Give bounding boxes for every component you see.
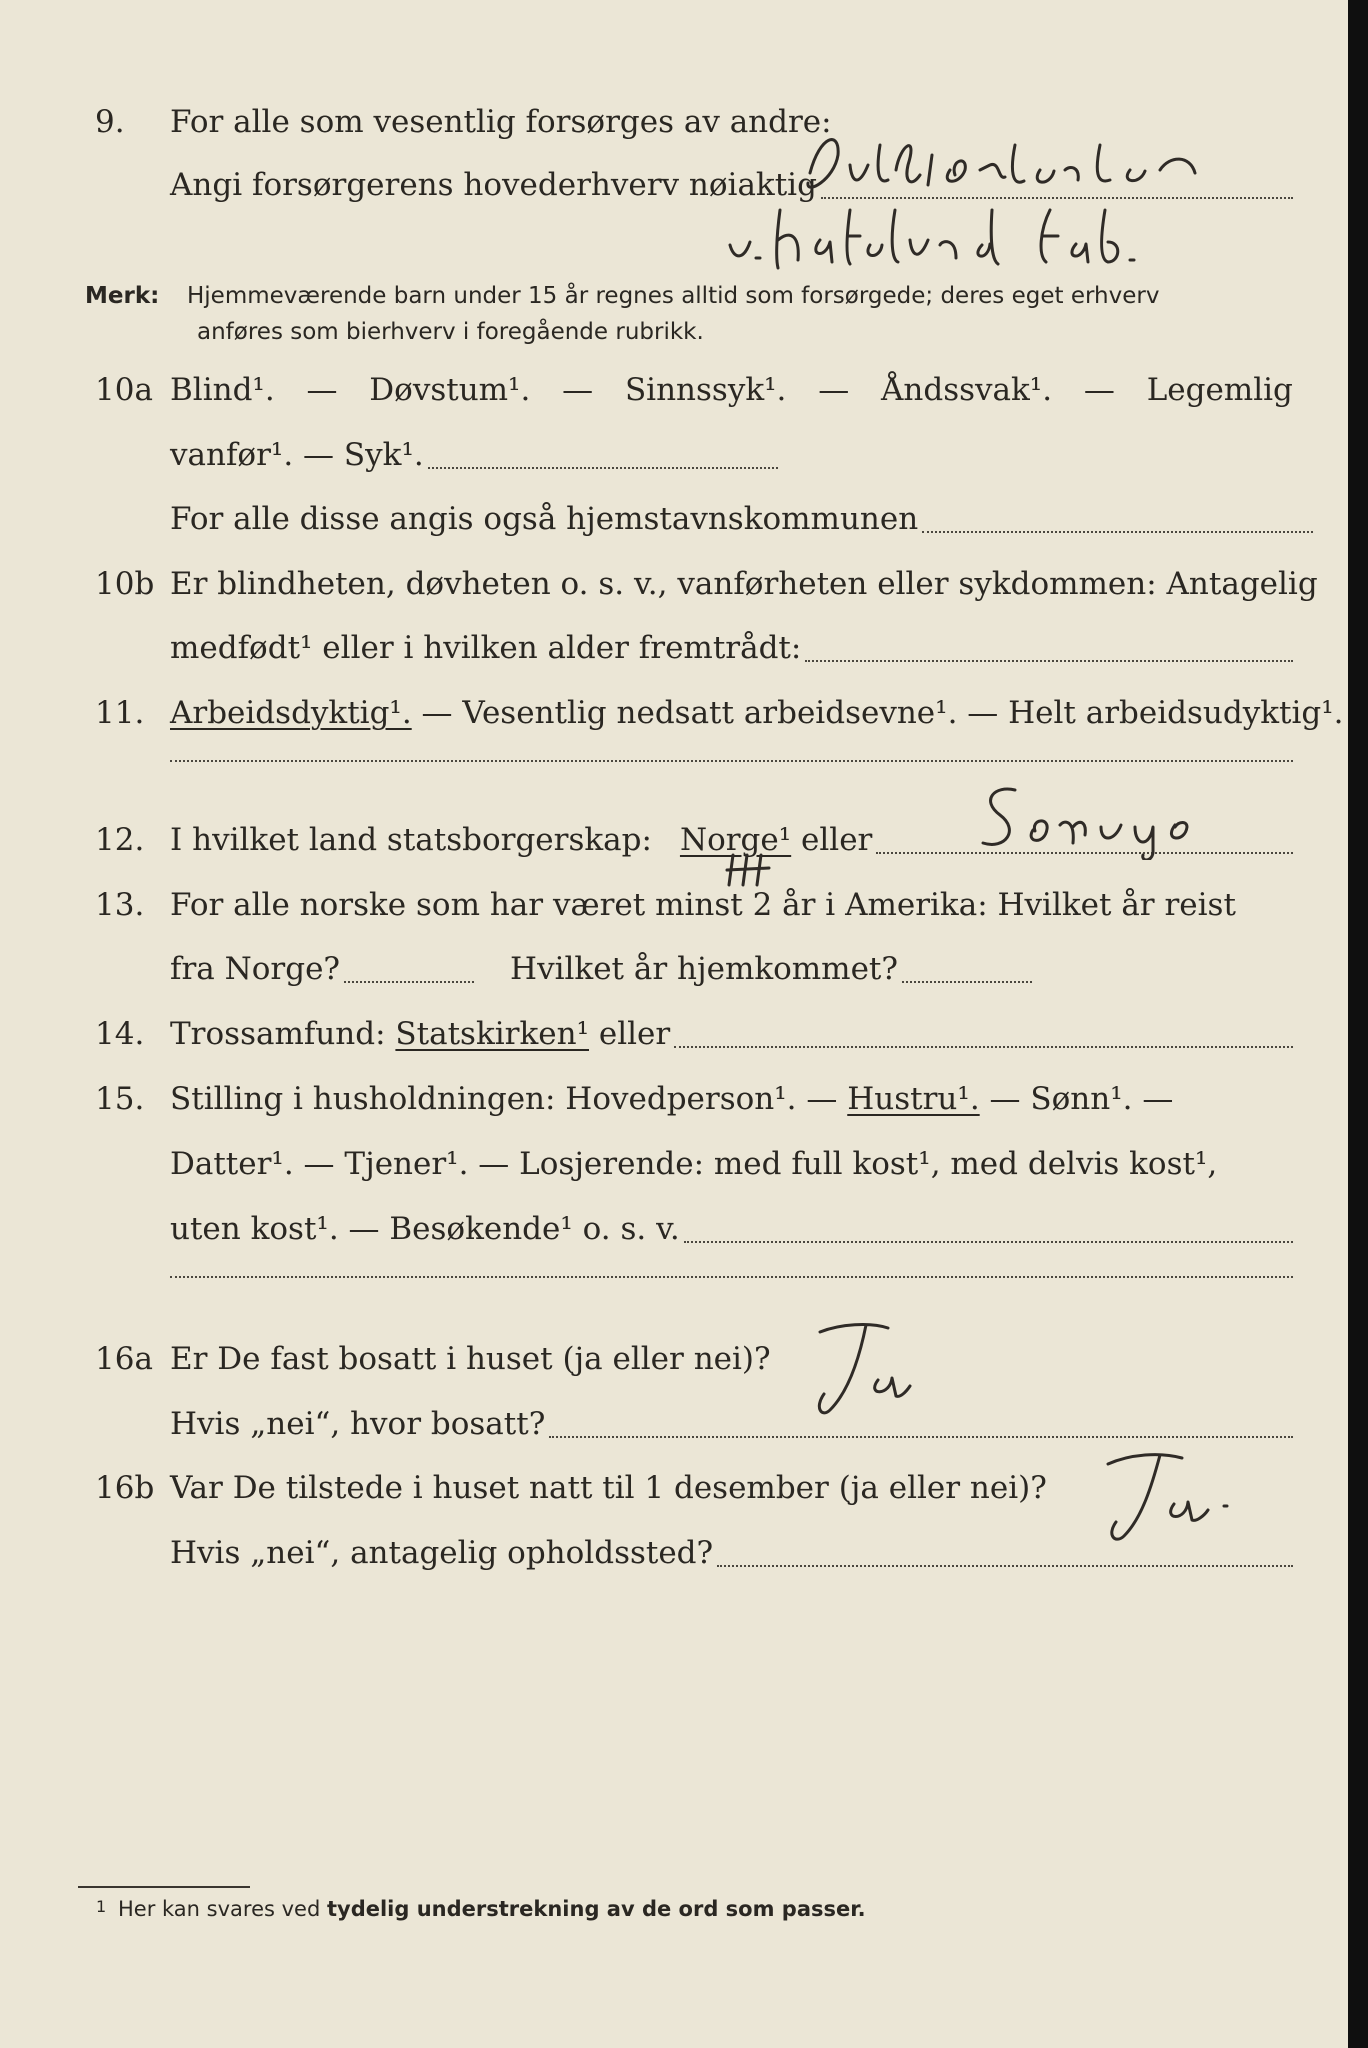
q15-number: 15. — [95, 1081, 145, 1117]
q15-extra-line[interactable] — [170, 1276, 1293, 1278]
q11-number: 11. — [95, 695, 145, 731]
scan-edge — [1348, 0, 1368, 2048]
q10a-hometown-line[interactable] — [922, 531, 1313, 533]
opt-blind[interactable]: Blind¹. — [170, 372, 275, 408]
q16a-where-label: Hvis „nei“, hvor bosatt? — [170, 1406, 546, 1442]
opt-statskirken[interactable]: Statskirken¹ — [395, 1016, 589, 1052]
q16a-number: 16a — [95, 1341, 153, 1377]
opt-norge[interactable]: Norge¹ — [679, 822, 792, 858]
q13-return-year-label: Hvilket år hjemkommet? — [510, 951, 899, 987]
q15-options-line-3[interactable]: uten kost¹. — Besøkende¹ o. s. v. — [170, 1211, 680, 1247]
q10b-label: medfødt¹ eller i hvilken alder fremtrådt: — [170, 630, 802, 666]
q10a-number: 10a — [95, 372, 153, 408]
q14-answer-line[interactable] — [674, 1046, 1293, 1048]
footnote — [96, 1897, 866, 1921]
opt-dovstum[interactable]: Døvstum¹. — [369, 372, 531, 408]
q10a-hometown-label: For alle disse angis også hjemstavnskommunen — [170, 501, 919, 537]
q10b-number: 10b — [95, 566, 155, 602]
opt-legemlig[interactable]: Legemlig — [1146, 372, 1293, 408]
q13-return-year-line[interactable] — [902, 981, 1032, 983]
q13-number: 13. — [95, 887, 145, 923]
opt-hustru[interactable]: Hustru¹. — [847, 1081, 980, 1117]
opt-sinnssyk[interactable]: Sinnssyk¹. — [624, 372, 787, 408]
q10b-answer-line[interactable] — [805, 660, 1293, 662]
q10a-answer-line[interactable] — [428, 467, 778, 469]
merk-line-1: Hjemmeværende barn under 15 år regnes alltid som forsørgede; deres eget erhverv — [187, 283, 1160, 309]
q12-answer-line[interactable] — [876, 852, 1293, 854]
q9-answer-line[interactable] — [821, 197, 1293, 199]
q10b-question: Er blindheten, døvheten o. s. v., vanførheten eller sykdommen: Antagelig — [170, 566, 1318, 602]
q16b-number: 16b — [95, 1470, 155, 1506]
q14-label: Trossamfund: — [170, 1016, 396, 1052]
q15-label-a[interactable]: Stilling i husholdningen: Hovedperson¹. — — [170, 1081, 848, 1117]
footnote-mark: 1 — [96, 1897, 107, 1916]
opt-arbeidsdyktig[interactable]: Arbeidsdyktig¹. — [170, 695, 412, 731]
q9-occupation-label: Angi forsørgerens hovederhverv nøiaktig — [170, 167, 817, 203]
q16b-location-line[interactable] — [717, 1565, 1293, 1567]
dash: — — [306, 372, 338, 408]
q9-number: 9. — [95, 104, 125, 140]
opt-vanfor-syk[interactable]: vanfør¹. — Syk¹. — [170, 437, 424, 473]
dash: — — [818, 372, 850, 408]
q12-label: I hvilket land statsborgerskap: — [170, 822, 652, 858]
dash: — — [1083, 372, 1115, 408]
footnote-rule — [78, 1886, 250, 1888]
q12-number: 12. — [95, 822, 145, 858]
footnote-text-a: Her kan svares ved — [118, 1897, 327, 1921]
q13-left-year-line[interactable] — [344, 981, 474, 983]
q9-handwritten-answer-2 — [720, 200, 1240, 275]
q16b-question: Var De tilstede i huset natt til 1 desember (ja eller nei)? — [170, 1470, 1047, 1506]
q9-question: For alle som vesentlig forsørges av andre: — [170, 104, 832, 140]
q13-left-year-label: fra Norge? — [170, 951, 341, 987]
q16a-question: Er De fast bosatt i huset (ja eller nei)? — [170, 1341, 771, 1377]
q13-question: For alle norske som har været minst 2 år i Amerika: Hvilket år reist — [170, 887, 1236, 923]
q11-other-options[interactable]: — Vesentlig nedsatt arbeidsevne¹. — Helt arbeidsudyktig¹. — [411, 695, 1344, 731]
merk-line-2: anføres som bierhverv i foregående rubrikk. — [197, 319, 704, 345]
footnote-text-b: tydelig understrekning av de ord som passer. — [326, 1897, 866, 1921]
q16a-where-line[interactable] — [549, 1436, 1293, 1438]
q11-answer-line[interactable] — [170, 760, 1293, 762]
q15-label-b[interactable]: — Sønn¹. — — [979, 1081, 1174, 1117]
merk-label: Merk: — [85, 283, 160, 309]
q16b-location-label: Hvis „nei“, antagelig opholdssted? — [170, 1535, 714, 1571]
dash: — — [562, 372, 594, 408]
q15-options-line[interactable]: Datter¹. — Tjener¹. — Losjerende: med full kost¹, med delvis kost¹, — [170, 1146, 1218, 1182]
q14-number: 14. — [95, 1016, 145, 1052]
q15-answer-line[interactable] — [684, 1241, 1293, 1243]
opt-andssvak[interactable]: Åndssvak¹. — [881, 372, 1053, 408]
q14-or: eller — [589, 1016, 671, 1052]
q12-or: eller — [791, 822, 873, 858]
merk-note — [85, 278, 1293, 350]
